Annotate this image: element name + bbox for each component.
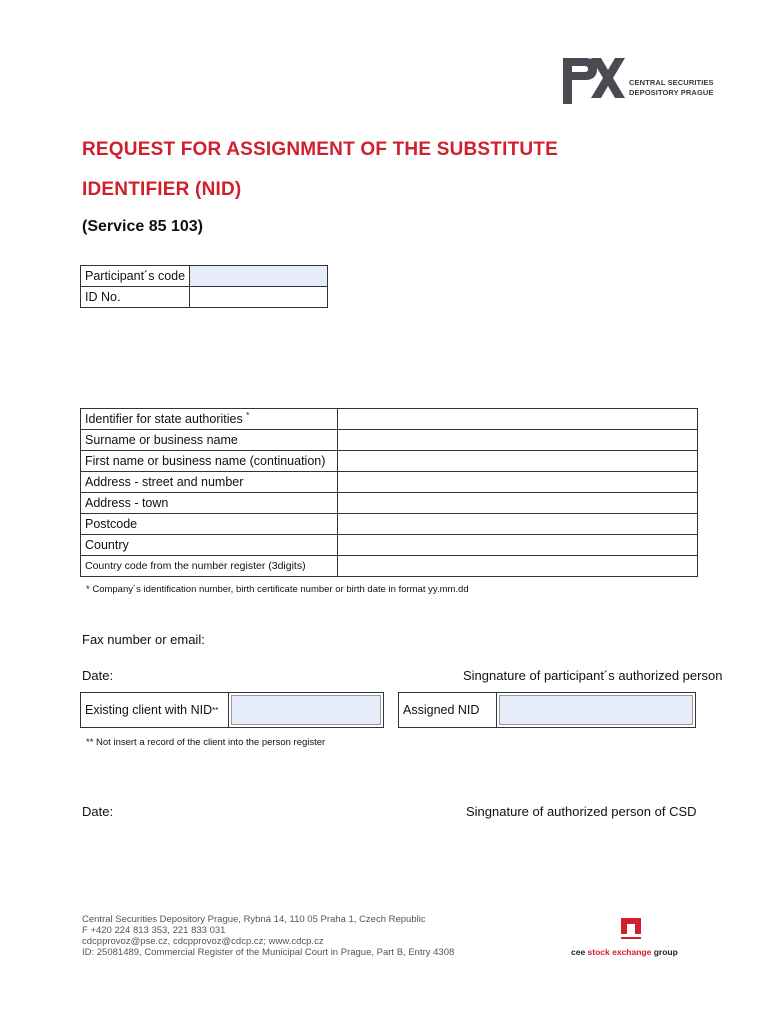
- existing-client-label: [81, 693, 229, 727]
- service-number: (Service 85 103): [82, 218, 203, 235]
- footer-line-3: cdcpprovoz@pse.cz, cdcpprovoz@cdcp.cz; www.cdcp.cz: [82, 936, 324, 947]
- cee-text-part-2: stock exchange: [587, 947, 652, 957]
- logo-line-1: CENTRAL SECURITIES: [629, 78, 714, 87]
- town-field[interactable]: [338, 493, 698, 514]
- cee-group-text: [571, 947, 678, 957]
- footer-line-2: F +420 224 813 353, 221 833 031: [82, 925, 226, 936]
- footnote-person-register: ** Not insert a record of the client into the person register: [86, 737, 326, 748]
- street-field[interactable]: [338, 472, 698, 493]
- logo-text: [629, 78, 714, 98]
- id-no-field[interactable]: [190, 287, 328, 308]
- table-row: [81, 493, 698, 514]
- country-field[interactable]: [338, 535, 698, 556]
- date-label-participant: Date:: [82, 668, 114, 683]
- table-row: [81, 430, 698, 451]
- surname-field[interactable]: [338, 430, 698, 451]
- document-title-line-2: IDENTIFIER (NID): [82, 179, 242, 200]
- existing-client-label-text: Existing client with NID: [85, 703, 213, 717]
- existing-client-field[interactable]: [231, 695, 381, 725]
- existing-client-box: [80, 692, 384, 728]
- footnote-marker: *: [246, 411, 250, 421]
- footnote-identifier: * Company´s identification number, birth certificate number or birth date in format yy.mm.dd: [86, 584, 469, 595]
- first-name-field[interactable]: [338, 451, 698, 472]
- participant-code-label: Participant´s code: [81, 266, 190, 287]
- state-identifier-label-text: Identifier for state authorities: [85, 412, 243, 427]
- footer-line-1: Central Securities Depository Prague, Rybná 14, 110 05 Praha 1, Czech Republic: [82, 914, 426, 925]
- first-name-label: First name or business name (continuation): [81, 451, 338, 472]
- footnote-marker: **: [212, 705, 219, 715]
- participant-table: [80, 265, 328, 308]
- table-row: [81, 409, 698, 430]
- country-label: Country: [81, 535, 338, 556]
- table-row: [81, 266, 328, 287]
- signature-label-csd: Singnature of authorized person of CSD: [466, 804, 697, 819]
- postcode-field[interactable]: [338, 514, 698, 535]
- px-logo-icon: [563, 58, 625, 104]
- cee-group-logo: [571, 918, 691, 960]
- footer-address: [82, 914, 454, 958]
- town-label: Address - town: [81, 493, 338, 514]
- table-row: [81, 514, 698, 535]
- state-identifier-label: [81, 409, 338, 430]
- table-row: [81, 287, 328, 308]
- id-no-label: ID No.: [81, 287, 190, 308]
- cee-text-part-1: cee: [571, 947, 588, 957]
- csd-logo: [563, 58, 723, 108]
- state-identifier-field[interactable]: [338, 409, 698, 430]
- street-label: Address - street and number: [81, 472, 338, 493]
- assigned-nid-field[interactable]: [499, 695, 693, 725]
- participant-code-field[interactable]: [190, 266, 328, 287]
- date-label-csd: Date:: [82, 804, 114, 819]
- footer-line-4: ID: 25081489, Commercial Register of the Municipal Court in Prague, Part B, Entry 4308: [82, 947, 455, 958]
- table-row: [81, 451, 698, 472]
- postcode-label: Postcode: [81, 514, 338, 535]
- signature-label-participant: Singnature of participant´s authorized person: [463, 668, 723, 683]
- cee-logo-icon: [621, 918, 641, 940]
- client-data-table: [80, 408, 698, 577]
- cee-text-part-3: group: [651, 947, 678, 957]
- surname-label: Surname or business name: [81, 430, 338, 451]
- table-row: [81, 472, 698, 493]
- document-title-line-1: REQUEST FOR ASSIGNMENT OF THE SUBSTITUTE: [82, 139, 558, 160]
- table-row: [81, 556, 698, 577]
- assigned-nid-box: [398, 692, 696, 728]
- table-row: [81, 535, 698, 556]
- fax-email-label: Fax number or email:: [82, 632, 205, 647]
- country-code-field[interactable]: [338, 556, 698, 577]
- country-code-label: Country code from the number register (3digits): [81, 556, 338, 577]
- assigned-nid-label: Assigned NID: [399, 693, 497, 727]
- logo-line-2: DEPOSITORY PRAGUE: [629, 88, 714, 97]
